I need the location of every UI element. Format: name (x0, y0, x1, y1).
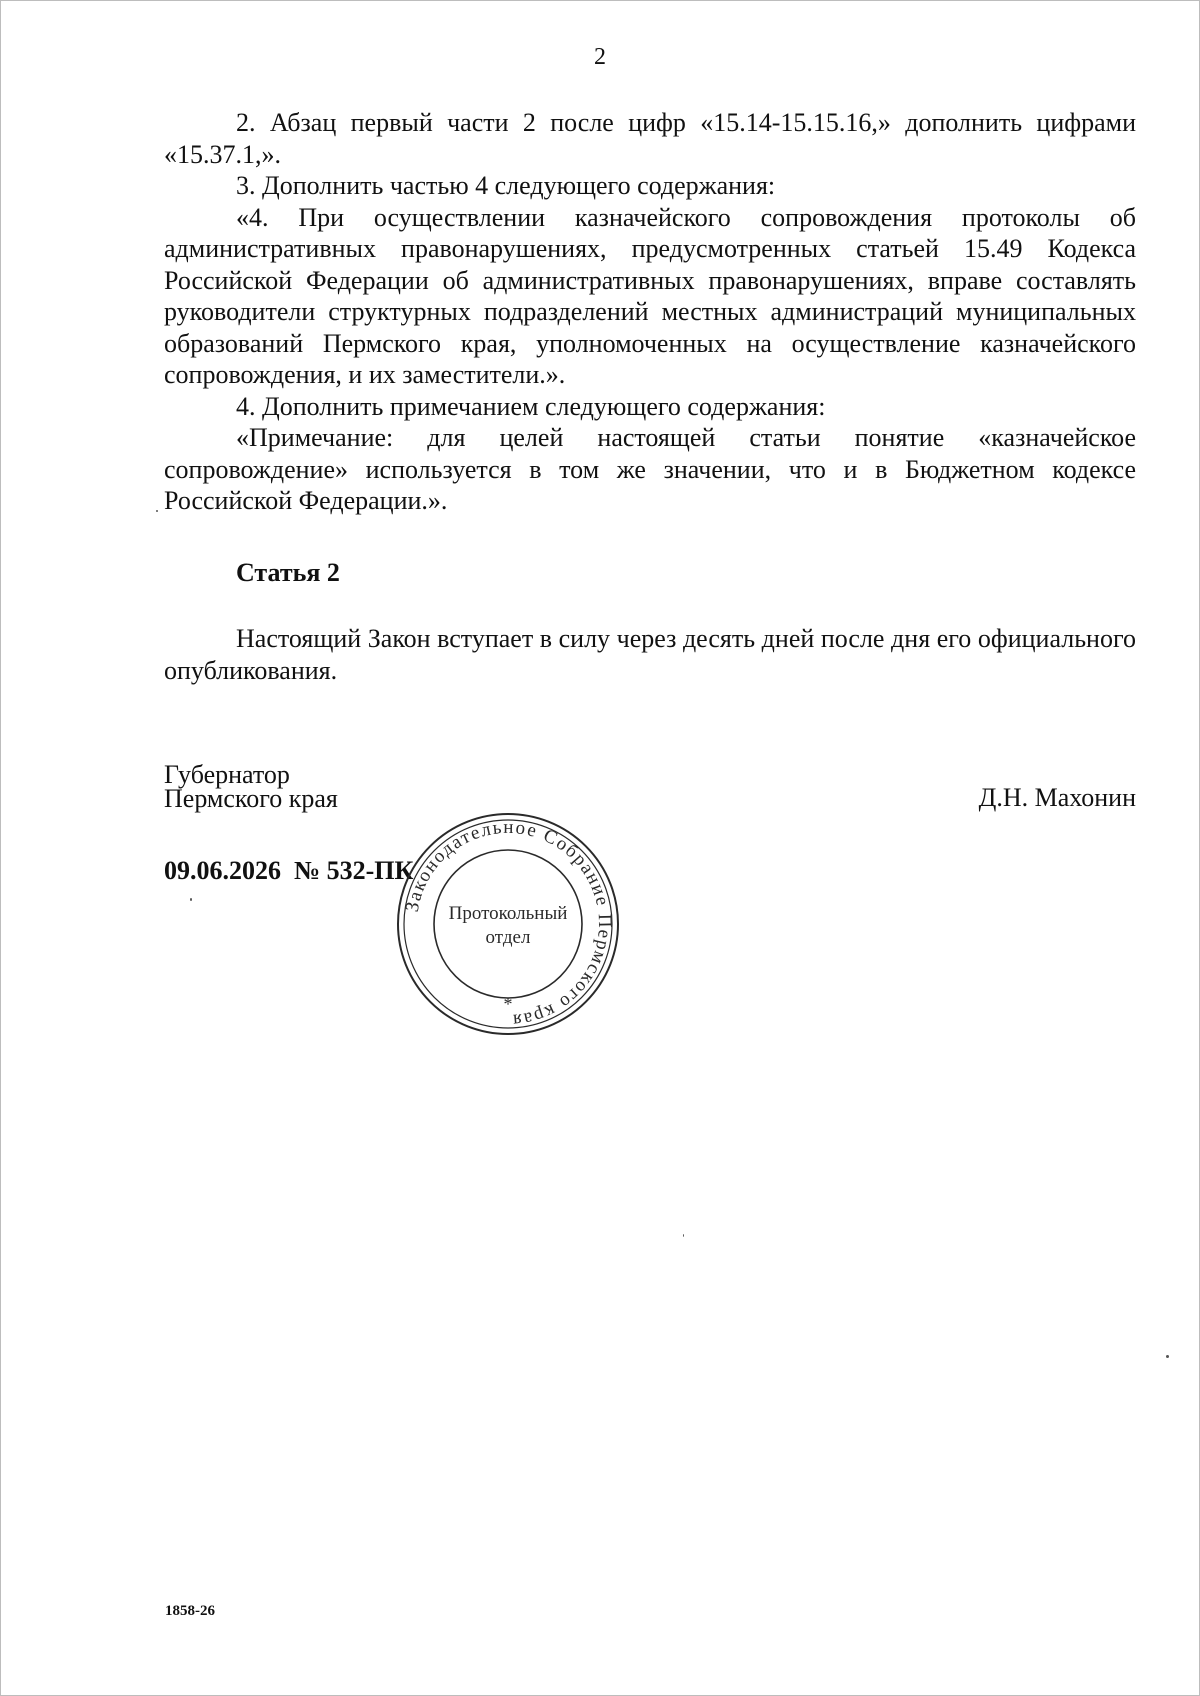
article-heading: Статья 2 (236, 558, 340, 587)
amendments-block (164, 107, 1136, 517)
law-date-number (164, 856, 413, 886)
amendment-paragraph: «Примечание: для целей настоящей статьи понятие «казначейское сопровождение» используется в том же значении, что и в Бюджетном кодексе Российской Федерации.». (164, 423, 1136, 515)
scan-speck (683, 1234, 684, 1237)
seal-center-line: отдел (485, 927, 531, 948)
registration-number: 1858-26 (165, 1603, 215, 1619)
signer-position-line: Губернатор (164, 760, 290, 789)
seal-star: * (503, 994, 513, 1014)
article-body (164, 623, 1136, 686)
amendment-paragraph: «4. При осуществлении казначейского сопровождения протоколы об административных правонарушениях, предусмотренных статьей 15.49 Кодекса Российской Федерации об административных правонарушениях, вправе составлять руководители структурных подразделений местных администраций муниципальных образований Пермского края, уполномоченных на осуществление казначейского сопровождения, и их заместители.». (164, 202, 1136, 389)
signer-position-line: Пермского края (164, 784, 338, 813)
scan-speck (156, 510, 158, 512)
signer-name: Д.Н. Махонин (978, 783, 1136, 812)
scan-speck (1166, 1355, 1169, 1358)
signer-position (164, 760, 338, 813)
amendment-paragraph: 2. Абзац первый части 2 после цифр «15.14-15.15.16,» дополнить цифрами «15.37.1,». (164, 108, 1136, 169)
law-number: № 532-ПК (294, 856, 414, 885)
seal-center-line: Протокольный (448, 903, 568, 924)
law-date: 09.06.2026 (164, 856, 281, 885)
amendment-paragraph: 3. Дополнить частью 4 следующего содержания: (236, 171, 776, 200)
page-number: 2 (594, 44, 606, 70)
article-paragraph: Настоящий Закон вступает в силу через десять дней после дня его официального опубликования. (164, 624, 1136, 685)
seal-ring-textpath: Законодательное Собрание Пермского края (401, 816, 616, 1032)
official-seal (396, 812, 620, 1036)
scan-speck (190, 898, 192, 901)
seal-icon (396, 812, 620, 1036)
amendment-paragraph: 4. Дополнить примечанием следующего содержания: (236, 391, 826, 421)
